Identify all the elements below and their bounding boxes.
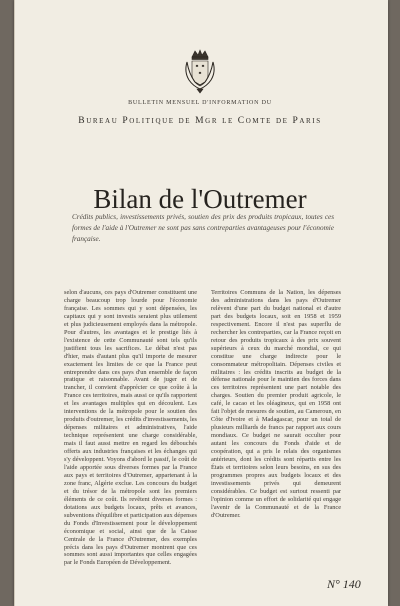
royal-crest-icon	[183, 48, 217, 94]
column-left-text: selon d'aucuns, ces pays d'Outremer constituent une charge beaucoup trop lourde pour l'économie française. Les sommes qui y sont dépensées, les capitaux qui y sont investis seraient plus utilement et plus judicieusement employés dans la métropole. Pour d'autres, les avantages et le prestige liés à l'existence de cette Communauté sont tels qu'ils justifient tous les sacrifices. Le débat n'est pas d'hier, mais d'autant plus qu'il importe de mesurer exactement les limites de ce que la France peut entreprendre dans ces pays d'un ensemble de façon pratique et raisonnable. Avant de juger et de trancher, il convient d'apprécier ce que coûte à la France ces territoires, mais aussi ce qu'ils rapportent et les avantages multiples qui en découlent. Les interventions de la métropole pour le soutien des produits d'outremer, les crédits d'investissements, les dépenses militaires et administratives, l'aide technique représentent une charge considérable, mais il faut aussi mettre en regard les débouchés offerts aux industries françaises et les échanges qui s'y développent. Voyons d'abord le passif, le coût de l'aide apportée sous diverses formes par la France aux pays et territoires d'Outremer, appartenant à la zone franc, Algérie exclue. Les concours du budget et du trésor de la métropole sont les premiers éléments de ce coût. Ils revêtent diverses formes : dotations aux budgets locaux, prêts et avances, subventions d'équilibre et participation aux dépenses du Fonds d'Investissement pour le développement économique et social, ainsi que de la Caisse Centrale de la France d'Outremer, des exemples précis dans les pays d'Outremer montrent que ces sommes sont aussi importantes que celles engagées par le Fonds Européen de Développement.	[64, 289, 198, 567]
column-right-text: Territoires Communs de la Nation, les dépenses des administrations dans les pays d'Outremer relèvent d'une part du budget national et d'autre part des budgets locaux, soit en 1958 et 1959 respectivement. Encore il n'est pas superflu de rechercher les contreparties, car la France reçoit en retour des produits tropicaux à des prix souvent supérieurs à ceux du marché mondial, ce qui constitue une charge indirecte pour le consommateur métropolitain. Dépenses civiles et militaires : les crédits inscrits au budget de la défense nationale pour le maintien des forces dans ces territoires représentent une part notable des charges. Soutien du premier produit agricole, le café, le cacao et les oléagineux, qui en 1958 ont fait l'objet de mesures de soutien, au Cameroun, en Côte d'Ivoire et à Madagascar, pour un total de plusieurs milliards de francs par rapport aux cours mondiaux. Ce budget ne saurait occulter pour autant les concours du Fonds d'aide et de coopération, qui a pris le relais des organismes antérieurs, dont les crédits sont répartis entre les États et territoires selon leurs besoins, en sus des programmes propres aux budgets locaux et des investissements privés qui demeurent considérables. Ce budget est surtout ressenti par l'opinion comme un effort de solidarité qui engage l'avenir de la Communauté et de la France d'Outremer.	[211, 289, 341, 519]
page-edge	[14, 0, 15, 606]
article-subtitle: Crédits publics, investissements privés, soutien des prix des produits tropicaux, toutes ces formes de l'aide à l'Outremer ne sont pas sans contreparties avantageuses pour l'économie française.	[72, 213, 334, 243]
bulletin-label: BULLETIN MENSUEL D'INFORMATION DU	[128, 100, 272, 106]
article-title: Bilan de l'Outremer	[93, 184, 307, 215]
bureau-heading: Bureau Politique de Mgr le Comte de Paris	[78, 116, 322, 126]
issue-number: N° 140	[327, 577, 361, 591]
text-column-left	[64, 289, 197, 567]
text-column-right	[211, 289, 341, 520]
